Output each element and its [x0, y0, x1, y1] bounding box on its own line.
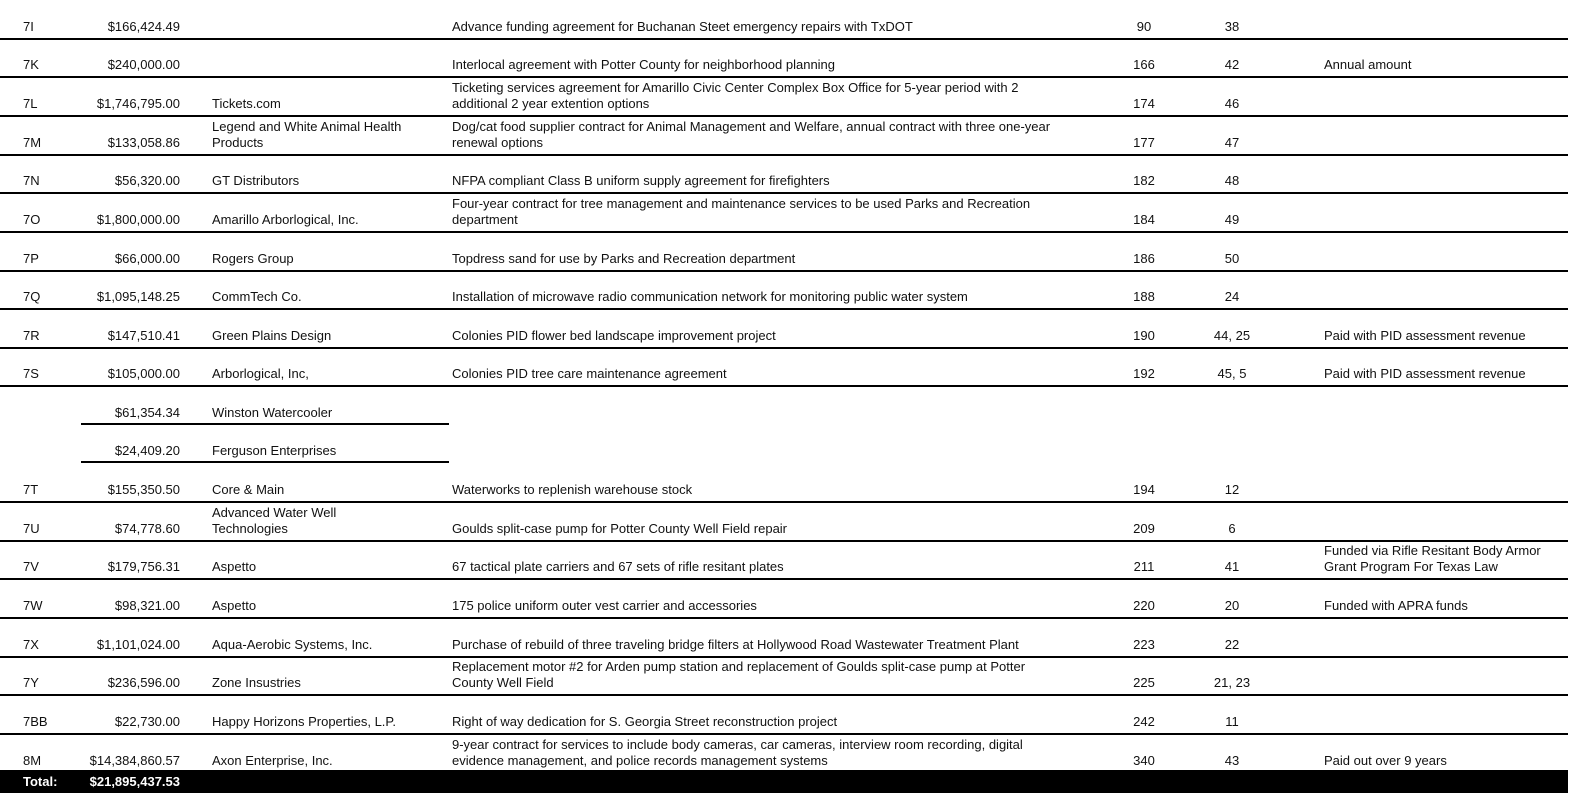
note: Paid out over 9 years: [1324, 753, 1447, 768]
table-row: [0, 618, 1568, 658]
amount: $66,000.00: [114, 251, 180, 266]
item-number: 7O: [23, 212, 41, 227]
table-row: [0, 386, 1568, 424]
page-number: 192: [1133, 366, 1155, 381]
description: Interlocal agreement with Potter County for neighborhood planning: [452, 57, 836, 72]
note: Paid with PID assessment revenue: [1324, 366, 1526, 381]
table-row: [0, 38, 1568, 78]
amount: $1,800,000.00: [96, 212, 180, 227]
note: Funded via Rifle Resitant Body Armor Grant Program For Texas Law: [1324, 543, 1541, 574]
district-number: 44, 25: [1213, 328, 1251, 343]
vendor-name: Zone Insustries: [212, 675, 301, 690]
amount: $98,321.00: [114, 598, 180, 613]
amount: $1,746,795.00: [96, 96, 180, 111]
item-number: 7Y: [23, 675, 39, 690]
amount: $1,095,148.25: [96, 289, 180, 304]
district-number: 43: [1224, 753, 1240, 768]
vendor-name: CommTech Co.: [212, 289, 302, 304]
district-number: 47: [1224, 135, 1240, 150]
page-number: 188: [1133, 289, 1155, 304]
district-number: 12: [1224, 482, 1240, 497]
description: Topdress sand for use by Parks and Recreation department: [452, 251, 796, 266]
vendor-name: Winston Watercooler: [212, 405, 333, 420]
table-row: [0, 579, 1568, 619]
item-number: 7P: [23, 251, 39, 266]
amount: $14,384,860.57: [89, 753, 180, 768]
description: Purchase of rebuild of three traveling bridge filters at Hollywood Road Wastewater Treatment Plant: [452, 637, 1019, 652]
item-number: 7T: [23, 482, 39, 497]
item-number: 7S: [23, 366, 39, 381]
description: 67 tactical plate carriers and 67 sets of rifle resitant plates: [452, 559, 784, 574]
vendor-name: Amarillo Arborlogical, Inc.: [212, 212, 359, 227]
table-row: [0, 502, 1568, 542]
page-number: 211: [1133, 559, 1155, 574]
page-number: 166: [1133, 57, 1155, 72]
amount: $236,596.00: [107, 675, 180, 690]
total-amount: $21,895,437.53: [89, 774, 180, 789]
description: Colonies PID flower bed landscape improvement project: [452, 328, 776, 343]
district-number: 24: [1224, 289, 1240, 304]
page-number: 220: [1133, 598, 1155, 613]
page-number: 174: [1133, 96, 1155, 111]
item-number: 7V: [23, 559, 39, 574]
amount: $166,424.49: [107, 19, 180, 34]
district-number: 50: [1224, 251, 1240, 266]
description: 175 police uniform outer vest carrier and accessories: [452, 598, 757, 613]
page-number: 184: [1133, 212, 1155, 227]
page-number: 182: [1133, 173, 1155, 188]
district-number: 45, 5: [1217, 366, 1247, 381]
page-number: 209: [1133, 521, 1155, 536]
vendor-name: Aspetto: [212, 559, 257, 574]
total-row: [0, 770, 1568, 793]
amount: $155,350.50: [107, 482, 180, 497]
table-row: [0, 347, 1568, 387]
page-number: 223: [1133, 637, 1155, 652]
page-number: 186: [1133, 251, 1155, 266]
table-row: [0, 232, 1568, 272]
table-row: [0, 154, 1568, 194]
district-number: 6: [1228, 521, 1236, 536]
description: Right of way dedication for S. Georgia Street reconstruction project: [452, 714, 838, 729]
district-number: 46: [1224, 96, 1240, 111]
description: Colonies PID tree care maintenance agreement: [452, 366, 727, 381]
vendor-name: Aqua-Aerobic Systems, Inc.: [212, 637, 373, 652]
description: Four-year contract for tree management and maintenance services to be used Parks and Recreation department: [452, 196, 1031, 227]
district-number: 49: [1224, 212, 1240, 227]
description: Ticketing services agreement for Amarillo Civic Center Complex Box Office for 5-year period with 2 additional 2 year extention options: [452, 80, 1019, 111]
amount: $240,000.00: [107, 57, 180, 72]
item-number: 7R: [23, 328, 40, 343]
table-row: [0, 424, 1568, 462]
amount: $61,354.34: [114, 405, 180, 420]
district-number: 22: [1224, 637, 1240, 652]
vendor-name: Core & Main: [212, 482, 285, 497]
vendor-name: Axon Enterprise, Inc.: [212, 753, 333, 768]
page-number: 177: [1133, 135, 1155, 150]
amount: $22,730.00: [114, 714, 180, 729]
description: NFPA compliant Class B uniform supply agreement for firefighters: [452, 173, 830, 188]
item-number: 7Q: [23, 289, 41, 304]
table-row: [0, 656, 1568, 696]
item-number: 7BB: [23, 714, 48, 729]
item-number: 7X: [23, 637, 39, 652]
item-number: 7M: [23, 135, 42, 150]
description: Waterworks to replenish warehouse stock: [452, 482, 693, 497]
page-number: 225: [1133, 675, 1155, 690]
item-number: 7U: [23, 521, 40, 536]
vendor-name: Happy Horizons Properties, L.P.: [212, 714, 397, 729]
description: Replacement motor #2 for Arden pump station and replacement of Goulds split-case pump at Potter County Well Field: [452, 659, 1026, 690]
table-row: [0, 0, 1568, 40]
note: Funded with APRA funds: [1324, 598, 1468, 613]
vendor-name: Tickets.com: [212, 96, 281, 111]
amount: $74,778.60: [114, 521, 180, 536]
table-row: [0, 270, 1568, 310]
table-row: [0, 116, 1568, 156]
item-number: 7N: [23, 173, 40, 188]
item-number: 8M: [23, 753, 42, 768]
page-number: 242: [1133, 714, 1155, 729]
district-number: 41: [1224, 559, 1240, 574]
amount: $179,756.31: [107, 559, 180, 574]
item-number: 7I: [23, 19, 34, 34]
vendor-name: Rogers Group: [212, 251, 294, 266]
item-number: 7W: [23, 598, 43, 613]
page-number: 340: [1133, 753, 1155, 768]
district-number: 48: [1224, 173, 1240, 188]
amount: $24,409.20: [114, 443, 180, 458]
vendor-name: Ferguson Enterprises: [212, 443, 337, 458]
district-number: 38: [1224, 19, 1240, 34]
amount: $105,000.00: [107, 366, 180, 381]
description: Goulds split-case pump for Potter County Well Field repair: [452, 521, 788, 536]
item-number: 7L: [23, 96, 38, 111]
note: Annual amount: [1324, 57, 1412, 72]
page-number: 194: [1133, 482, 1155, 497]
table-row: [0, 695, 1568, 735]
vendor-name: Legend and White Animal Health Products: [212, 119, 402, 150]
vendor-name: Aspetto: [212, 598, 257, 613]
district-number: 11: [1225, 714, 1239, 729]
description: Advance funding agreement for Buchanan Steet emergency repairs with TxDOT: [452, 19, 913, 34]
vendor-name: Arborlogical, Inc,: [212, 366, 309, 381]
description: Installation of microwave radio communication network for monitoring public water system: [452, 289, 968, 304]
vendor-name: Advanced Water Well Technologies: [212, 505, 337, 536]
note: Paid with PID assessment revenue: [1324, 328, 1526, 343]
district-number: 20: [1224, 598, 1240, 613]
table-row: [0, 463, 1568, 503]
description: Dog/cat food supplier contract for Animal Management and Welfare, annual contract with three one-year renewal options: [452, 119, 1051, 150]
page-number: 90: [1136, 19, 1152, 34]
table-row: [0, 734, 1568, 772]
amount: $133,058.86: [107, 135, 180, 150]
total-label: Total:: [23, 774, 58, 789]
district-number: 42: [1224, 57, 1240, 72]
amount: $56,320.00: [114, 173, 180, 188]
vendor-name: GT Distributors: [212, 173, 300, 188]
table-row: [0, 77, 1568, 117]
table-row: [0, 540, 1568, 580]
amount: $1,101,024.00: [96, 637, 180, 652]
description: 9-year contract for services to include body cameras, car cameras, interview room recording, digital evidence management, and police records management systems: [452, 737, 1023, 768]
amount: $147,510.41: [107, 328, 180, 343]
page-number: 190: [1133, 328, 1155, 343]
item-number: 7K: [23, 57, 39, 72]
vendor-name: Green Plains Design: [212, 328, 332, 343]
district-number: 21, 23: [1213, 675, 1251, 690]
table-row: [0, 193, 1568, 233]
table-row: [0, 309, 1568, 349]
